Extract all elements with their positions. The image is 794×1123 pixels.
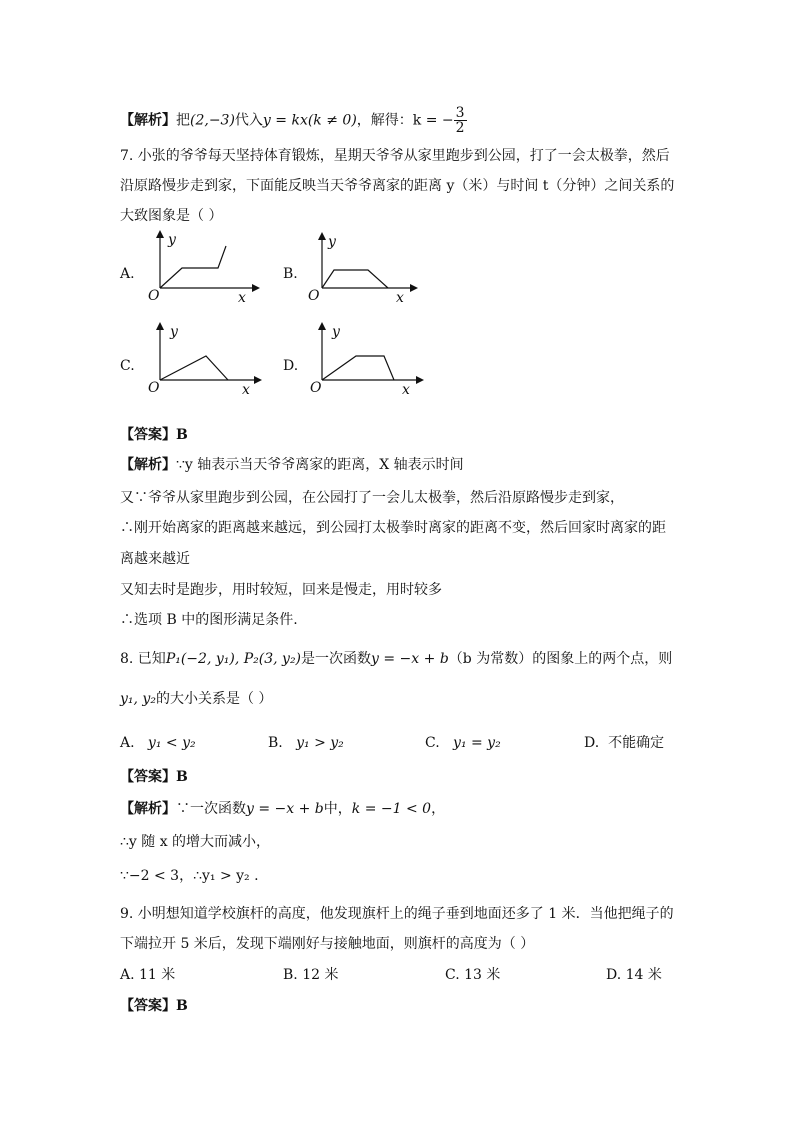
q8-line2-text: 的大小关系是（ ） xyxy=(155,691,273,707)
q7-analysis-line-6: ∴选项 B 中的图形满足条件. xyxy=(120,612,298,628)
q6-text-b: 代入 xyxy=(234,112,263,129)
q7-graph-a-origin: O xyxy=(148,288,160,304)
q8-analysis-line-3: ∵−2 < 3，∴y₁ > y₂ . xyxy=(120,868,259,884)
q7-graph-b xyxy=(302,228,422,308)
q7-option-d-label: D. xyxy=(283,358,299,374)
q7-option-b-label: B. xyxy=(283,266,298,282)
q8-analysis-1e: ， xyxy=(431,801,446,817)
q8-option-d-value: 不能确定 xyxy=(608,735,665,751)
q7-graph-a-y-label: y xyxy=(168,232,176,248)
q9-stem-line-2: 下端拉开 5 米后，发现下端刚好与接触地面，则旗杆的高度为（ ） xyxy=(120,936,535,952)
q7-graph-b-x-label: x xyxy=(396,290,404,306)
q8-option-a-label: A. xyxy=(120,735,135,751)
q7-answer: 【答案】B xyxy=(120,427,188,443)
q6-analysis-line xyxy=(120,106,467,135)
q8-option-d-label: D. xyxy=(584,735,600,751)
q6-equation: y = kx(k ≠ 0) xyxy=(262,112,357,129)
q8-text-c: （b 为常数）的图象上的两个点，则 xyxy=(448,651,673,667)
q7-graph-c-x-label: x xyxy=(242,382,250,398)
q7-analysis-line-1 xyxy=(120,455,464,475)
q8-option-c-value: y₁ = y₂ xyxy=(453,735,501,751)
q8-function: y = −x + b xyxy=(371,651,449,667)
q7-graph-d-origin: O xyxy=(310,380,322,396)
q7-graph-a-x-label: x xyxy=(238,290,246,306)
q7-graph-a xyxy=(140,228,260,308)
q7-graph-c-y-label: y xyxy=(170,324,178,340)
q7-stem-line-3: 大致图象是（ ） xyxy=(120,208,223,224)
q8-text-a: 8. 已知 xyxy=(120,651,166,667)
q8-analysis-1c: 中， xyxy=(323,801,352,817)
q8-option-a-value: y₁ < y₂ xyxy=(147,735,196,751)
q8-option-b xyxy=(268,733,344,753)
q7-analysis-line-4: 离越来越近 xyxy=(120,551,190,567)
q8-option-c xyxy=(425,733,501,753)
q6-fraction xyxy=(454,106,467,135)
q6-frac-den: 2 xyxy=(455,120,465,136)
q8-analysis-line-1 xyxy=(120,799,445,819)
q6-point: (2,−3) xyxy=(190,112,235,129)
q7-graph-d-x-label: x xyxy=(402,382,410,398)
q9-option-c: C. 13 米 xyxy=(445,967,501,983)
q7-graph-d xyxy=(302,318,432,400)
q8-stem-line-1 xyxy=(120,649,672,669)
q8-analysis-label: 【解析】 xyxy=(120,801,176,817)
q8-option-c-label: C. xyxy=(425,735,440,751)
q7-analysis-line-3: ∴刚开始离家的距离越来越远，到公园打太极拳时离家的距离不变，然后回家时离家的距 xyxy=(120,520,666,536)
q8-option-b-label: B. xyxy=(268,735,283,751)
q7-graph-c xyxy=(140,318,270,400)
q8-option-a xyxy=(120,733,196,753)
q9-option-b: B. 12 米 xyxy=(283,967,339,983)
q7-stem-line-2: 沿原路慢步走到家，下面能反映当天爷爷离家的距离 y（米）与时间 t（分钟）之间关系的 xyxy=(120,178,675,194)
q8-line2-math: y₁, y₂ xyxy=(120,691,156,707)
q8-analysis-1d: k = −1 < 0 xyxy=(351,801,432,817)
q8-analysis-1a: ∵一次函数 xyxy=(176,801,246,817)
q7-graph-b-origin: O xyxy=(308,288,320,304)
q6-text-c: ，解得：k = − xyxy=(356,112,454,129)
q7-graph-d-y-label: y xyxy=(332,324,340,340)
q7-graph-c-origin: O xyxy=(148,380,160,396)
q8-text-b: 是一次函数 xyxy=(301,651,372,667)
q7-graph-b-y-label: y xyxy=(328,234,336,250)
q6-text-a: 把 xyxy=(176,112,190,129)
q9-answer: 【答案】B xyxy=(120,998,188,1014)
q7-analysis-label: 【解析】 xyxy=(120,457,176,473)
q8-option-b-value: y₁ > y₂ xyxy=(296,735,344,751)
q6-frac-num: 3 xyxy=(455,105,465,121)
q7-analysis-line-5: 又知去时是跑步，用时较短，回来是慢走，用时较多 xyxy=(120,582,442,598)
q6-analysis-label: 【解析】 xyxy=(120,112,176,129)
q8-stem-line-2 xyxy=(120,689,272,709)
q7-option-a-label: A. xyxy=(120,266,135,282)
q7-analysis-text-1: ∵y 轴表示当天爷爷离家的距离，X 轴表示时间 xyxy=(176,457,464,473)
q9-option-d: D. 14 米 xyxy=(606,967,662,983)
q8-analysis-1b: y = −x + b xyxy=(246,801,324,817)
q9-stem-line-1: 9. 小明想知道学校旗杆的高度，他发现旗杆上的绳子垂到地面还多了 1 米．当他把绳子的 xyxy=(120,906,674,922)
q8-option-d xyxy=(584,733,664,753)
q8-analysis-line-2: ∴y 随 x 的增大而减小， xyxy=(120,834,271,850)
q8-points: P₁(−2, y₁), P₂(3, y₂) xyxy=(165,651,302,667)
q7-analysis-line-2: 又∵爷爷从家里跑步到公园，在公园打了一会儿太极拳，然后沿原路慢步走到家， xyxy=(120,490,624,506)
q9-option-a: A. 11 米 xyxy=(120,967,176,983)
q7-option-c-label: C. xyxy=(120,358,135,374)
q8-answer: 【答案】B xyxy=(120,769,188,785)
q7-stem-line-1: 7. 小张的爷爷每天坚持体育锻炼，星期天爷爷从家里跑步到公园，打了一会太极拳，然后 xyxy=(120,148,670,164)
